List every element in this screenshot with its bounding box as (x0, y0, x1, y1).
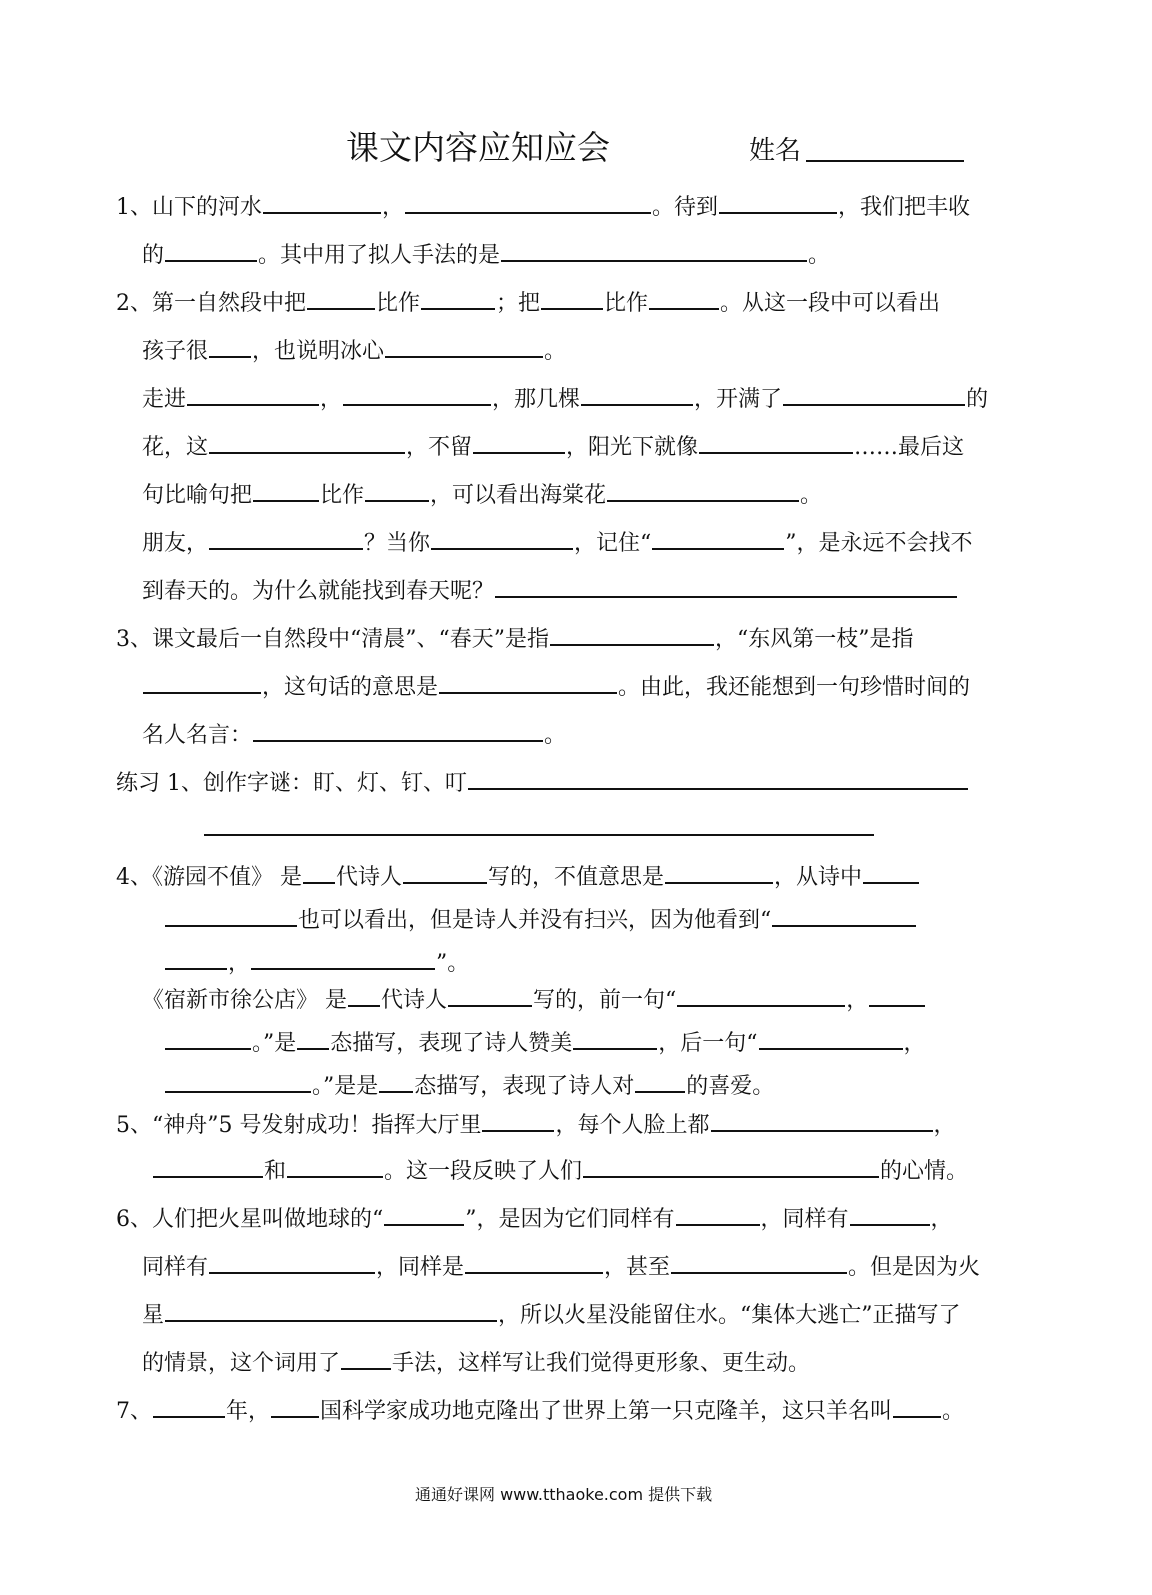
answer-blank[interactable] (253, 478, 319, 502)
q2-line-6: 朋友， ？当你 ，记住“ ”，是永远不会找不 (142, 526, 973, 559)
answer-blank[interactable] (187, 382, 319, 406)
q4-line-5: 。”是 态描写，表现了诗人赞美 ，后一句“ ， (164, 1026, 926, 1059)
answer-blank[interactable] (297, 1026, 329, 1050)
answer-blank[interactable] (649, 286, 719, 310)
q4-line-6: 。”是是 态描写，表现了诗人对 的喜爱。 (164, 1069, 774, 1102)
answer-blank[interactable] (165, 1069, 311, 1093)
answer-blank[interactable] (421, 286, 495, 310)
answer-blank[interactable] (153, 1154, 263, 1178)
answer-blank[interactable] (365, 478, 429, 502)
answer-blank[interactable] (431, 526, 573, 550)
q6-line-1: 6、人们把火星叫做地球的“ ”，是因为它们同样有 ，同样有 ， (116, 1202, 953, 1235)
answer-blank[interactable] (550, 622, 714, 646)
answer-blank[interactable] (635, 1069, 685, 1093)
q4-line-4: 《宿新市徐公店》 是 代诗人 写的，前一句“ ， (142, 983, 926, 1016)
answer-blank[interactable] (165, 238, 257, 262)
q2-line-4: 花，这 ，不留 ，阳光下就像 ……最后这 (142, 430, 964, 463)
answer-blank[interactable] (271, 1394, 319, 1418)
answer-blank[interactable] (783, 382, 965, 406)
answer-blank[interactable] (209, 1250, 375, 1274)
answer-blank[interactable] (165, 903, 297, 927)
answer-blank[interactable] (307, 286, 375, 310)
answer-blank[interactable] (772, 903, 916, 927)
practice-line-1: 练习 1、创作字谜：盯、灯、钉、叮 (116, 766, 969, 799)
answer-blank[interactable] (699, 430, 853, 454)
answer-blank[interactable] (671, 1250, 847, 1274)
q2-line-5: 句比喻句把 比作 ，可以看出海棠花 。 (142, 478, 822, 511)
answer-blank[interactable] (501, 238, 807, 262)
answer-blank[interactable] (759, 1026, 903, 1050)
answer-blank[interactable] (403, 860, 487, 884)
answer-blank[interactable] (209, 526, 363, 550)
answer-blank[interactable] (405, 190, 651, 214)
answer-blank[interactable] (439, 670, 617, 694)
answer-blank[interactable] (652, 526, 784, 550)
q2-line-7: 到春天的。为什么就能找到春天呢？ (142, 574, 958, 607)
answer-blank[interactable] (204, 834, 874, 836)
answer-blank[interactable] (165, 946, 227, 970)
answer-blank[interactable] (711, 1108, 933, 1132)
q4-line-1: 4、《游园不值》 是 代诗人 写的，不值意思是 ，从诗中 (116, 860, 920, 893)
answer-blank[interactable] (143, 670, 261, 694)
answer-blank[interactable] (473, 430, 565, 454)
answer-blank[interactable] (677, 983, 845, 1007)
q3-line-2: ，这句话的意思是 。由此，我还能想到一句珍惜时间的 (142, 670, 970, 703)
q1-line-1: 1、山下的河水 ， 。待到 ，我们把丰收 (116, 190, 970, 223)
answer-blank[interactable] (341, 1346, 391, 1370)
answer-blank[interactable] (676, 1202, 760, 1226)
answer-blank[interactable] (468, 766, 968, 790)
answer-blank[interactable] (581, 382, 693, 406)
footer-source: 通通好课网 www.tthaoke.com 提供下载 (415, 1485, 713, 1504)
answer-blank[interactable] (495, 574, 957, 598)
answer-blank[interactable] (165, 1298, 497, 1322)
answer-blank[interactable] (251, 946, 435, 970)
answer-blank[interactable] (253, 718, 543, 742)
answer-blank[interactable] (384, 1202, 464, 1226)
answer-blank[interactable] (385, 334, 543, 358)
answer-blank[interactable] (482, 1108, 554, 1132)
answer-blank[interactable] (607, 478, 799, 502)
page-title: 课文内容应知应会 (346, 128, 610, 167)
q5-line-2: 和 。这一段反映了人们 的心情。 (152, 1154, 968, 1187)
answer-blank[interactable] (165, 1026, 251, 1050)
answer-blank[interactable] (343, 382, 491, 406)
answer-blank[interactable] (893, 1394, 941, 1418)
q2-line-1: 2、第一自然段中把 比作 ；把 比作 。从这一段中可以看出 (116, 286, 940, 319)
answer-blank[interactable] (850, 1202, 930, 1226)
q4-line-2: 也可以看出，但是诗人并没有扫兴，因为他看到“ (164, 903, 917, 936)
answer-blank[interactable] (448, 983, 532, 1007)
answer-blank[interactable] (583, 1154, 879, 1178)
answer-blank[interactable] (379, 1069, 413, 1093)
answer-blank[interactable] (863, 860, 919, 884)
answer-blank[interactable] (541, 286, 603, 310)
q6-line-2: 同样有 ，同样是 ，甚至 。但是因为火 (142, 1250, 980, 1283)
q6-line-4: 的情景，这个词用了 手法，这样写让我们觉得更形象、更生动。 (142, 1346, 810, 1379)
answer-blank[interactable] (287, 1154, 383, 1178)
q6-line-3: 星 ，所以火星没能留住水。“集体大逃亡”正描写了 (142, 1298, 961, 1331)
q2-line-2: 孩子很 ，也说明冰心 。 (142, 334, 566, 367)
name-label: 姓名 (749, 136, 802, 166)
q2-line-3: 走进 ， ，那几棵 ，开满了 的 (142, 382, 988, 415)
q7-line-1: 7、 年， 国科学家成功地克隆出了世界上第一只克隆羊，这只羊名叫 。 (116, 1394, 964, 1427)
q3-line-3: 名人名言： 。 (142, 718, 566, 751)
q1-line-2: 的 。其中用了拟人手法的是 。 (142, 238, 830, 271)
answer-blank[interactable] (465, 1250, 603, 1274)
answer-blank[interactable] (573, 1026, 657, 1050)
q4-line-3: ， ”。 (164, 946, 469, 979)
answer-blank[interactable] (303, 860, 335, 884)
q3-line-1: 3、课文最后一自然段中“清晨”、“春天”是指 ，“东风第一枝”是指 (116, 622, 914, 655)
answer-blank[interactable] (869, 983, 925, 1007)
answer-blank[interactable] (665, 860, 773, 884)
answer-blank[interactable] (263, 190, 381, 214)
answer-blank[interactable] (719, 190, 837, 214)
name-field[interactable] (806, 160, 964, 162)
answer-blank[interactable] (153, 1394, 225, 1418)
answer-blank[interactable] (209, 334, 251, 358)
q5-line-1: 5、“神舟”5 号发射成功！指挥大厅里 ，每个人脸上都 ， (116, 1108, 956, 1141)
answer-blank[interactable] (209, 430, 405, 454)
answer-blank[interactable] (348, 983, 380, 1007)
